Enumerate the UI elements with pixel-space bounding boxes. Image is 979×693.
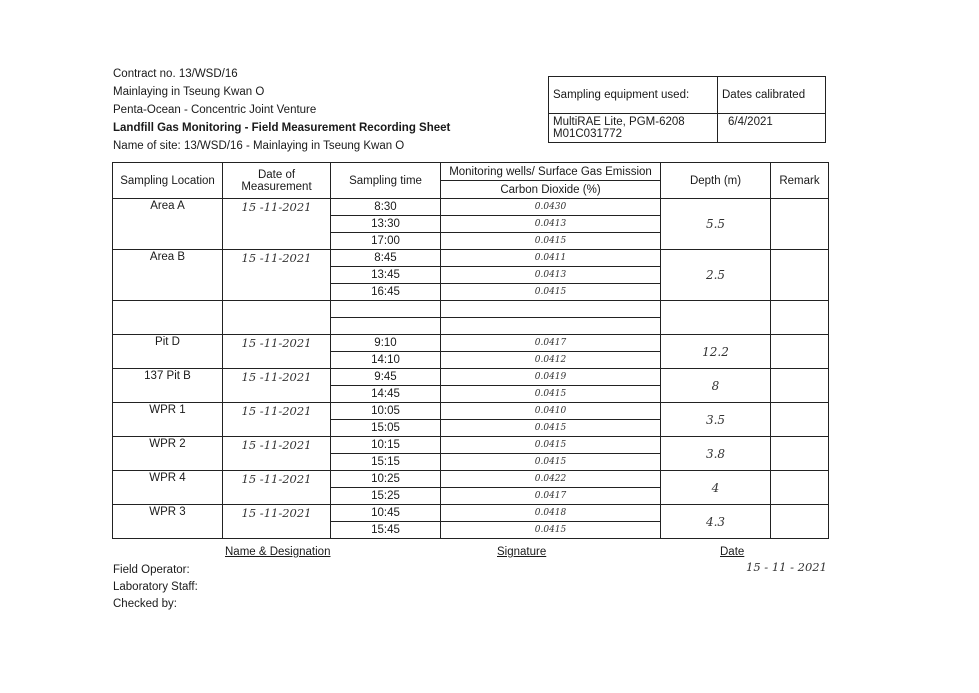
sampling-time: 14:45 (331, 386, 441, 403)
footer-date-value: 15 - 11 - 2021 (746, 560, 827, 574)
depth-value: 4.3 (661, 505, 771, 539)
co2-reading: 0.0430 (441, 199, 661, 216)
sheet-title: Landfill Gas Monitoring - Field Measurement Recording Sheet (113, 122, 451, 134)
header-remark: Remark (771, 163, 829, 199)
co2-reading: 0.0413 (441, 267, 661, 284)
measurement-date: 15 -11-2021 (223, 335, 331, 369)
co2-reading (441, 301, 661, 318)
sampling-location (113, 301, 223, 335)
document-header (113, 65, 450, 155)
equipment-value: MultiRAE Lite, PGM-6208 M01C031772 (549, 114, 718, 143)
table-row (113, 403, 829, 420)
remark-cell (771, 199, 829, 250)
sampling-time (331, 301, 441, 318)
remark-cell (771, 437, 829, 471)
signature-heading: Signature (497, 546, 547, 558)
table-row (113, 437, 829, 454)
table-row (113, 301, 829, 318)
header-monitoring: Monitoring wells/ Surface Gas Emission (441, 163, 661, 181)
calibration-date: 6/4/2021 (718, 114, 826, 143)
sampling-time: 8:30 (331, 199, 441, 216)
table-row (113, 335, 829, 352)
measurement-date: 15 -11-2021 (223, 403, 331, 437)
co2-reading: 0.0417 (441, 335, 661, 352)
measurement-date: 15 -11-2021 (223, 369, 331, 403)
header-depth: Depth (m) (661, 163, 771, 199)
sampling-time: 13:45 (331, 267, 441, 284)
dates-calibrated-label: Dates calibrated (718, 77, 826, 114)
date-heading: Date (720, 546, 745, 558)
co2-reading: 0.0415 (441, 522, 661, 539)
sampling-time: 15:45 (331, 522, 441, 539)
header-sampling-time: Sampling time (331, 163, 441, 199)
sampling-time: 17:00 (331, 233, 441, 250)
equipment-label: Sampling equipment used: (549, 77, 718, 114)
sampling-time: 9:10 (331, 335, 441, 352)
header-date-of-measurement: Date of Measurement (223, 163, 331, 199)
field-operator-label: Field Operator: (113, 564, 190, 576)
remark-cell (771, 250, 829, 301)
contractor-name: Penta-Ocean - Concentric Joint Venture (113, 104, 317, 116)
co2-reading: 0.0415 (441, 386, 661, 403)
remark-cell (771, 471, 829, 505)
sampling-location: Pit D (113, 335, 223, 369)
depth-value (661, 301, 771, 335)
sampling-time: 15:05 (331, 420, 441, 437)
sampling-location: WPR 1 (113, 403, 223, 437)
co2-reading: 0.0415 (441, 420, 661, 437)
sampling-time (331, 318, 441, 335)
measurement-date: 15 -11-2021 (223, 199, 331, 250)
co2-reading: 0.0419 (441, 369, 661, 386)
sampling-location: Area B (113, 250, 223, 301)
sampling-time: 10:15 (331, 437, 441, 454)
co2-reading: 0.0415 (441, 233, 661, 250)
header-co2: Carbon Dioxide (%) (441, 181, 661, 199)
table-row (113, 369, 829, 386)
sampling-time: 16:45 (331, 284, 441, 301)
project-name: Mainlaying in Tseung Kwan O (113, 86, 265, 98)
remark-cell (771, 505, 829, 539)
depth-value: 8 (661, 369, 771, 403)
co2-reading: 0.0422 (441, 471, 661, 488)
sampling-time: 13:30 (331, 216, 441, 233)
sampling-time: 15:15 (331, 454, 441, 471)
equipment-table (548, 76, 826, 143)
measurement-date: 15 -11-2021 (223, 437, 331, 471)
table-row (113, 199, 829, 216)
depth-value: 3.5 (661, 403, 771, 437)
contract-number: Contract no. 13/WSD/16 (113, 68, 238, 80)
measurement-date: 15 -11-2021 (223, 505, 331, 539)
sampling-location: WPR 2 (113, 437, 223, 471)
depth-value: 2.5 (661, 250, 771, 301)
co2-reading: 0.0415 (441, 454, 661, 471)
sampling-location: WPR 3 (113, 505, 223, 539)
laboratory-staff-label: Laboratory Staff: (113, 581, 198, 593)
sampling-time: 15:25 (331, 488, 441, 505)
checked-by-label: Checked by: (113, 598, 177, 610)
sampling-time: 14:10 (331, 352, 441, 369)
sampling-time: 8:45 (331, 250, 441, 267)
remark-cell (771, 369, 829, 403)
remark-cell (771, 403, 829, 437)
site-name: Name of site: 13/WSD/16 - Mainlaying in Tseung Kwan O (113, 140, 405, 152)
table-row (113, 505, 829, 522)
measurement-date: 15 -11-2021 (223, 471, 331, 505)
table-row (113, 471, 829, 488)
sampling-time: 9:45 (331, 369, 441, 386)
remark-cell (771, 301, 829, 335)
co2-reading (441, 318, 661, 335)
co2-reading: 0.0413 (441, 216, 661, 233)
depth-value: 3.8 (661, 437, 771, 471)
co2-reading: 0.0411 (441, 250, 661, 267)
co2-reading: 0.0412 (441, 352, 661, 369)
depth-value: 12.2 (661, 335, 771, 369)
sampling-time: 10:45 (331, 505, 441, 522)
sampling-location: WPR 4 (113, 471, 223, 505)
measurement-date: 15 -11-2021 (223, 250, 331, 301)
depth-value: 5.5 (661, 199, 771, 250)
co2-reading: 0.0410 (441, 403, 661, 420)
co2-reading: 0.0415 (441, 437, 661, 454)
co2-reading: 0.0415 (441, 284, 661, 301)
co2-reading: 0.0418 (441, 505, 661, 522)
sampling-time: 10:05 (331, 403, 441, 420)
co2-reading: 0.0417 (441, 488, 661, 505)
sampling-location: Area A (113, 199, 223, 250)
name-designation-heading: Name & Designation (225, 546, 331, 558)
measurement-table (112, 162, 829, 539)
sampling-time: 10:25 (331, 471, 441, 488)
remark-cell (771, 335, 829, 369)
header-sampling-location: Sampling Location (113, 163, 223, 199)
sampling-location: 137 Pit B (113, 369, 223, 403)
measurement-date (223, 301, 331, 335)
table-row (113, 250, 829, 267)
depth-value: 4 (661, 471, 771, 505)
